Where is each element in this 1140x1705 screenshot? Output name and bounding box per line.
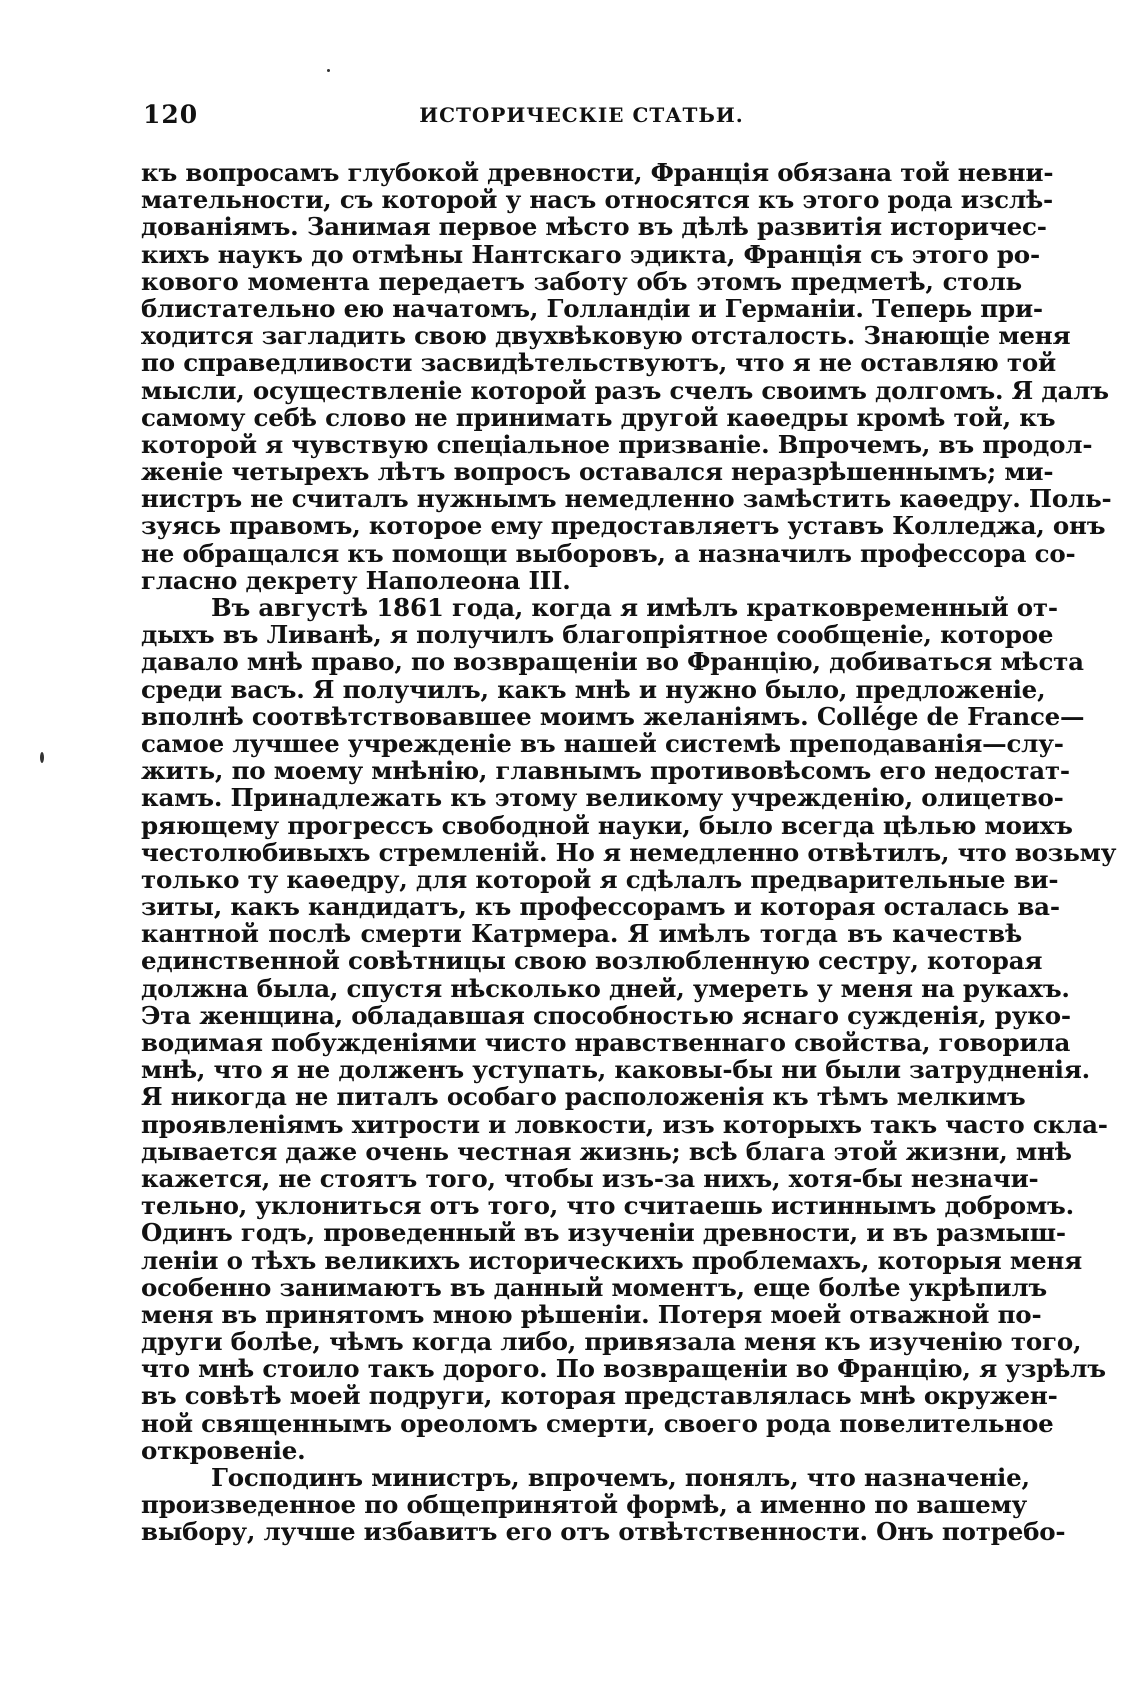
text-line: по справедливости засвидѣтельствуютъ, что я не оставляю той <box>141 348 1056 378</box>
text-line: камъ. Принадлежать къ этому великому учрежденiю, олицетво- <box>141 783 1064 813</box>
page-number: 120 <box>143 100 199 129</box>
running-title: ИСТОРИЧЕСКІЕ СТАТЬИ. <box>419 103 744 127</box>
text-line: откровенiе. <box>141 1435 306 1465</box>
text-line: Въ августѣ 1861 года, когда я имѣлъ кратковременный от- <box>211 593 1058 622</box>
text-line: самое лучшее учрежденiе въ нашей системѣ преподаванiя—слу- <box>141 728 1064 758</box>
text-line: женiе четырехъ лѣтъ вопросъ оставался неразрѣшеннымъ; ми- <box>141 457 1054 487</box>
text-line: кажется, не стоятъ того, чтобы изъ-за нихъ, хотя-бы незначи- <box>141 1163 1039 1193</box>
text-line: только ту каѳедру, для которой я сдѣлалъ предварительные ви- <box>141 864 1059 894</box>
paragraphs <box>141 158 1117 1547</box>
text-line: ленiи о тѣхъ великихъ историческихъ проблемахъ, которыя меня <box>141 1245 1083 1275</box>
text-line: выбору, лучше избавитъ его отъ отвѣтственности. Онъ потребо- <box>141 1517 1066 1547</box>
text-line: должна была, спустя нѣсколько дней, умереть у меня на рукахъ. <box>141 973 1070 1003</box>
text-line: ной священнымъ ореоломъ смерти, своего рода повелительное <box>141 1408 1054 1438</box>
text-line: мательности, съ которой у насъ относятся къ этого рода изслѣ- <box>141 185 1053 215</box>
text-line: водимая побужденiями чисто нравственнаго свойства, говорила <box>141 1028 1071 1057</box>
text-line: Эта женщина, обладавшая способностью яснаго сужденiя, руко- <box>141 1000 1071 1030</box>
print-speck <box>327 69 330 72</box>
text-line: кантной послѣ смерти Катрмера. Я имѣлъ тогда въ качествѣ <box>141 919 1022 949</box>
text-line: Господинъ министръ, впрочемъ, понялъ, что назначенiе, <box>211 1463 1030 1492</box>
page-header <box>143 95 1020 135</box>
paragraph <box>141 593 1117 1465</box>
text-line: зуясь правомъ, которое ему предоставляетъ уставъ Колледжа, онъ <box>141 511 1106 541</box>
text-line: единственной совѣтницы свою возлюбленную сестру, которая <box>141 946 1043 976</box>
text-line: Одинъ годъ, проведенный въ изученiи древности, и въ размыш- <box>141 1218 1066 1248</box>
text-line: други болѣе, чѣмъ когда либо, привязала меня къ изученiю того, <box>141 1327 1082 1357</box>
text-line: особенно занимаютъ въ данный моментъ, еще болѣе укрѣпилъ <box>141 1272 1048 1302</box>
text-line: тельно, уклониться отъ того, что считаешь истиннымъ добромъ. <box>141 1191 1074 1221</box>
text-line: дыхъ въ Ливанѣ, я получилъ благопрiятное сообщенiе, которое <box>141 620 1054 650</box>
text-line: жить, по моему мнѣнiю, главнымъ противовѣсомъ его недостат- <box>141 756 1070 786</box>
text-line: кового момента передаетъ заботу объ этомъ предметѣ, столь <box>141 266 1022 296</box>
paragraph <box>141 158 1112 595</box>
text-line: къ вопросамъ глубокой древности, Францiя обязана той невни- <box>141 158 1054 187</box>
text-line: блистательно ею начатомъ, Голландiи и Германiи. Теперь при- <box>141 293 1043 323</box>
text-line: нистръ не считалъ нужнымъ немедленно замѣстить каѳедру. Поль- <box>141 484 1112 514</box>
text-line: произведенное по общепринятой формѣ, а именно по вашему <box>141 1490 1028 1520</box>
text-line: дывается даже очень честная жизнь; всѣ блага этой жизни, мнѣ <box>141 1136 1072 1166</box>
text-line: ряющему прогрессъ свободной науки, было всегда цѣлью моихъ <box>141 810 1073 840</box>
text-line: дованiямъ. Занимая первое мѣсто въ дѣлѣ развитiя историчес- <box>141 212 1047 242</box>
text-body <box>141 158 1117 1547</box>
text-line: что мнѣ стоило такъ дорого. По возвращенiи во Францiю, я узрѣлъ <box>141 1354 1106 1384</box>
text-line: честолюбивыхъ стремленiй. Но я немедленно отвѣтилъ, что возьму <box>141 837 1117 867</box>
text-line: среди васъ. Я получилъ, какъ мнѣ и нужно было, предложенiе, <box>141 674 1046 704</box>
text-line: не обращался къ помощи выборовъ, а назначилъ профессора со- <box>141 538 1076 568</box>
text-line: которой я чувствую спецiальное призванiе. Впрочемъ, въ продол- <box>141 429 1093 459</box>
text-line: вполнѣ соотвѣтствовавшее моимъ желанiямъ. Collége de France— <box>141 701 1085 731</box>
text-line: въ совѣтѣ моей подруги, которая представлялась мнѣ окружен- <box>141 1381 1058 1411</box>
text-line: зиты, какъ кандидатъ, къ профессорамъ и которая осталась ва- <box>141 892 1060 922</box>
text-line: самому себѣ слово не принимать другой каѳедры кромѣ той, къ <box>141 402 1056 432</box>
text-line: проявленiямъ хитрости и ловкости, изъ которыхъ такъ часто скла- <box>141 1109 1108 1139</box>
text-line: гласно декрету Наполеона III. <box>141 565 571 595</box>
text-line: кихъ наукъ до отмѣны Нантскаго эдикта, Францiя съ этого ро- <box>141 239 1040 269</box>
paragraph <box>141 1463 1066 1547</box>
text-line: давало мнѣ право, по возвращенiи во Францiю, добиваться мѣста <box>141 647 1084 677</box>
text-line: меня въ принятомъ мною рѣшенiи. Потеря моей отважной по- <box>141 1299 1042 1329</box>
text-line: Я никогда не питалъ особаго расположенiя къ тѣмъ мелкимъ <box>141 1082 1026 1112</box>
print-speck <box>40 752 44 763</box>
text-line: мнѣ, что я не долженъ уступать, каковы-бы ни были затрудненiя. <box>141 1055 1090 1085</box>
text-line: ходится загладить свою двухвѣковую отсталость. Знающiе меня <box>141 321 1071 351</box>
text-line: мысли, осуществленiе которой разъ счелъ своимъ долгомъ. Я далъ <box>141 375 1109 405</box>
